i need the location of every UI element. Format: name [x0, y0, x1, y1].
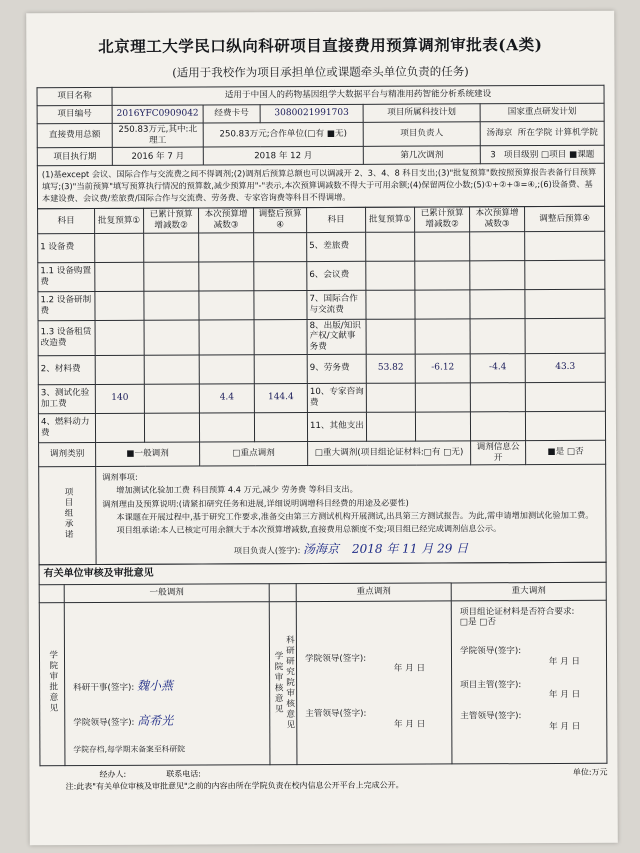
row-after: 144.4	[254, 383, 307, 412]
col-after-left: 调整后预算④	[254, 208, 307, 233]
row-after: 43.3	[525, 353, 605, 382]
vertical-research-office-review: 科研研究院审核意见	[284, 635, 295, 731]
col-key-adjust: 重点调剂	[296, 583, 451, 602]
commitment-line4: 项目组承诺:本人已核定可用余额大于本次预算增减数,直接费用总额度不变;项目组已经完成调剂信息公示。	[116, 523, 502, 535]
value-grant-no: 3080021991703	[260, 104, 363, 122]
approval-side-label: 学院审批意见	[39, 602, 65, 765]
commitment-side-label: 项目组承诺	[39, 467, 96, 565]
budget-adjust-table	[37, 206, 607, 565]
signature-name: 汤海京	[302, 541, 340, 556]
commitment-body	[96, 465, 606, 565]
row-cum	[415, 260, 470, 289]
row-approved	[366, 232, 415, 261]
label-adjust-count: 第几次调剂	[363, 146, 480, 165]
table-row	[38, 382, 605, 413]
row-name: 1.2 设备研制费	[38, 291, 95, 320]
row-current	[470, 260, 525, 289]
row-current	[470, 411, 525, 440]
row-cum	[415, 231, 470, 260]
label-grant-no: 经费卡号	[203, 105, 260, 123]
key-approval-cell	[296, 601, 452, 765]
vertical-college-review: 学院审核意见	[272, 650, 284, 715]
row-after	[254, 290, 307, 319]
row-after	[254, 319, 307, 354]
row-cum	[144, 384, 199, 413]
project-info-table	[37, 85, 606, 210]
row-after	[525, 289, 605, 318]
row-cum	[144, 233, 199, 262]
row-name: 7、国际合作与交流费	[307, 290, 366, 319]
commitment-line1: 增加测试化验加工费 科目预算 4.4 万元,减少 劳务费 等科目支出。	[116, 484, 358, 496]
row-cum: -6.12	[415, 354, 470, 383]
footer-handler-label: 经办人:	[99, 769, 127, 779]
row-after	[254, 232, 307, 261]
label-adjust-type: 调剂类别	[39, 442, 96, 467]
footer-phone-label: 联系电话:	[166, 769, 201, 779]
row-after	[525, 382, 605, 411]
col-subject-right: 科目	[307, 207, 366, 232]
label-disclose: 调剂信息公开	[471, 440, 526, 465]
general-archive-note: 学院存档,每学期末备案至科研院	[73, 744, 186, 754]
general-leader-signature: 高希光	[137, 713, 174, 728]
row-after	[525, 411, 605, 440]
key-leader-date: 年 月 日	[393, 663, 426, 675]
major-supervisor-date: 年 月 日	[548, 690, 581, 701]
row-cum	[144, 291, 199, 320]
approval-table	[39, 562, 608, 766]
footer-note: 注:此表"有关单位审核及审批意见"之前的内容由所在学院负责在校内信息公开平台上完成公开。	[65, 780, 404, 791]
row-current: 4.4	[199, 384, 254, 413]
table-row	[38, 231, 605, 262]
row-current	[199, 319, 254, 354]
row-approved	[95, 355, 144, 384]
approval-section-title: 有关单位审核及审批意见	[39, 562, 606, 584]
row-approved: 140	[95, 384, 144, 413]
major-director-date: 年 月 日	[549, 721, 581, 732]
value-adjust-count: 3 项目级别 □项目 ■课题	[480, 146, 604, 165]
commitment-line3: 本课题在开展过程中,基于研究工作要求,准备交由第三方测试机构开展测试,出具第三方测试报告。为此,需申请增加测试化验加工费。	[116, 509, 594, 522]
row-name: 11、其他支出	[307, 412, 366, 441]
value-project-name: 适用于中国人的药物基因组学大数据平台与精准用药智能分析系统建设	[112, 85, 604, 105]
option-general-adjust[interactable]: ■一般调剂	[96, 442, 200, 467]
general-leader-row	[73, 713, 261, 729]
row-name: 4、燃料动力费	[38, 413, 95, 442]
value-period-end: 2018 年 12 月	[203, 147, 363, 166]
key-supervisor-label: 主管领导(签字):	[305, 708, 367, 720]
key-leader-label: 学院领导(签字):	[304, 653, 367, 664]
row-cum	[144, 320, 199, 355]
row-current	[199, 290, 254, 319]
table-row	[38, 411, 605, 442]
row-approved	[95, 262, 144, 291]
major-director-label: 主管领导(签字):	[460, 711, 522, 722]
row-after	[254, 354, 307, 383]
general-leader-label: 学院领导(签字):	[73, 717, 135, 728]
value-project-code: 2016YFC0909042	[112, 105, 203, 123]
document-page	[26, 11, 618, 846]
row-after	[525, 231, 605, 260]
row-cum	[144, 413, 199, 442]
value-coop-unit: 250.83万元;合作单位(□有 ■无)	[203, 122, 363, 147]
col-general-adjust: 一般调剂	[64, 583, 269, 602]
col-current-right: 本次预算增减数③	[470, 207, 525, 232]
row-approved	[366, 290, 415, 319]
row-after	[254, 261, 307, 290]
row-name: 1.1 设备购置费	[38, 262, 95, 291]
col-cum-right: 已累计预算增减数②	[415, 207, 470, 232]
row-current	[199, 261, 254, 290]
major-supervisor-label: 项目主管(签字):	[460, 679, 522, 690]
table-row	[38, 260, 605, 291]
row-approved	[366, 319, 415, 354]
value-period-start: 2016 年 7 月	[112, 147, 203, 165]
major-leader-date: 年 月 日	[548, 656, 581, 667]
option-key-adjust[interactable]: □重点调剂	[200, 441, 308, 466]
row-approved: 53.82	[366, 354, 415, 383]
row-current: -4.4	[470, 353, 525, 382]
option-disclose[interactable]: ■是 □否	[526, 440, 606, 465]
key-supervisor-date: 年 月 日	[394, 719, 426, 730]
label-project-name: 项目名称	[37, 87, 112, 105]
major-leader-label: 学院领导(签字):	[459, 646, 522, 657]
row-name: 6、会议费	[307, 261, 366, 290]
row-current	[470, 289, 525, 318]
row-after	[254, 412, 307, 441]
row-current	[470, 318, 525, 353]
row-approved	[95, 320, 144, 355]
general-officer-signature: 魏小燕	[136, 678, 174, 693]
col-subject-left: 科目	[38, 209, 95, 234]
signature-label: 项目负责人(签字):	[233, 545, 301, 556]
row-after	[525, 318, 605, 354]
major-material-label: 项目组论证材料是否符合要求:	[459, 606, 575, 617]
general-officer-row	[73, 678, 261, 694]
value-project-leader: 汤海京 所在学院 计算机学院	[480, 121, 604, 146]
col-vertical-spacer	[269, 583, 296, 601]
row-approved	[366, 412, 415, 441]
row-current	[199, 355, 254, 384]
row-cum	[415, 318, 470, 353]
label-project-category: 项目所属科技计划	[363, 104, 480, 123]
budget-notes: (1)基except 会议、国际合作与交流费之间不得调剂;(2)调剂后预算总额也可以调减开 2、3、4、8 科目支出;(3)"批复预算"数按照预算报告表备行目预算填写;(3)"当前预算"填写预算执行情况的预算数,减少预算用"-"表示,本次预算调减数不得大于可用余额;(4)保留两位小数;(5)①+②+③=④,;(6)设备费、基本建设费、会议费/差旅费/国际合作与交流费、劳务费、专家咨询费等科目不得调增。	[37, 164, 604, 209]
approval-side-spacer	[39, 584, 64, 602]
row-current	[470, 382, 525, 411]
row-cum	[415, 383, 470, 412]
row-cum	[415, 412, 470, 441]
row-name: 3、测试化验加工费	[38, 384, 95, 413]
col-after-right: 调整后预算④	[525, 206, 605, 231]
col-major-adjust: 重大调剂	[451, 582, 606, 601]
table-row	[38, 318, 605, 356]
table-row	[38, 289, 605, 320]
row-name: 2、材料费	[38, 355, 95, 384]
row-cum	[144, 262, 199, 291]
option-major-adjust[interactable]: □重大调剂(项目组论证材料:□有 □无)	[308, 441, 471, 466]
row-approved	[95, 291, 144, 320]
page-title: 北京理工大学民口纵向科研项目直接费用预算调剂审批表(A类)	[98, 35, 543, 56]
table-row	[38, 353, 605, 384]
label-direct-total: 直接费用总额	[37, 123, 112, 148]
vertical-review-labels	[269, 601, 297, 764]
footer-block	[39, 763, 607, 792]
general-officer-label: 科研干事(签字):	[73, 682, 135, 693]
commitment-heading: 调剂事项:	[102, 472, 138, 483]
commitment-signature-row	[102, 539, 599, 560]
row-name: 1 设备费	[38, 233, 95, 262]
col-current-left: 本次预算增减数③	[199, 208, 254, 233]
row-name: 10、专家咨询费	[307, 383, 366, 412]
row-approved	[95, 233, 144, 262]
row-after	[525, 260, 605, 289]
label-period: 项目执行期	[37, 148, 112, 166]
page-subtitle: (适用于我校作为项目承担单位或课题牵头单位负责的任务)	[172, 64, 469, 80]
value-direct-total: 250.83万元,其中:北理工	[112, 123, 203, 148]
value-project-category: 国家重点研发计划	[480, 103, 604, 122]
row-name: 5、差旅费	[307, 232, 366, 261]
row-name: 9、劳务费	[307, 354, 366, 383]
label-project-leader: 项目负责人	[363, 122, 480, 147]
col-approved-left: 批复预算①	[95, 208, 144, 233]
col-approved-right: 批复预算①	[366, 207, 415, 232]
signature-date: 2018 年 11 月 29 日	[351, 541, 469, 556]
major-material-options[interactable]: □是 □否	[459, 617, 497, 628]
row-current	[199, 232, 254, 261]
row-name: 1.3 设备租赁改造费	[38, 320, 95, 355]
commitment-line2: 调剂理由及预算说明:(请紧扣研究任务和进展,详细说明调增科目经费的用途及必要性)	[102, 497, 409, 509]
col-cum-left: 已累计预算增减数②	[144, 208, 199, 233]
row-current	[199, 413, 254, 442]
footer-unit-label: 单位:万元	[572, 767, 608, 777]
label-project-code: 项目编号	[37, 105, 112, 123]
row-approved	[366, 261, 415, 290]
row-approved	[366, 383, 415, 412]
row-approved	[95, 413, 144, 442]
general-approval-cell	[64, 601, 270, 765]
major-approval-cell	[451, 600, 607, 764]
row-cum	[144, 355, 199, 384]
row-name: 8、出版/知识产权/文献事务费	[307, 319, 366, 354]
row-cum	[415, 289, 470, 318]
row-current	[470, 231, 525, 260]
